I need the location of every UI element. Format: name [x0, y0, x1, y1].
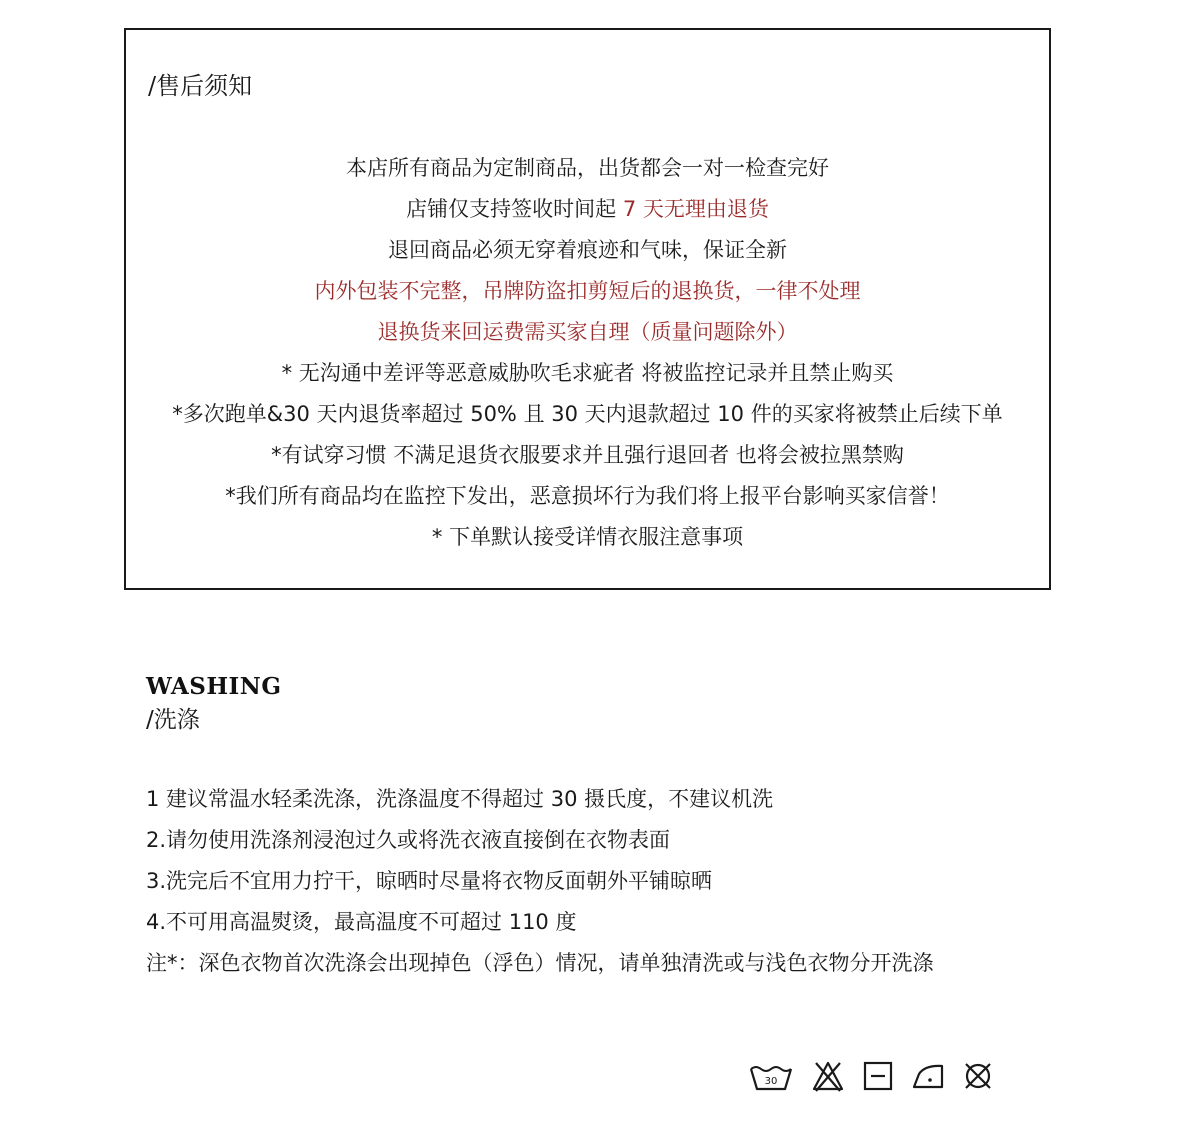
- washing-instruction-item: 1 建议常温水轻柔洗涤，洗涤温度不得超过 30 摄氏度，不建议机洗: [146, 787, 774, 811]
- notice-heading: /售后须知: [148, 72, 253, 100]
- notice-line-return-rate: *多次跑单&30 天内退货率超过 50% 且 30 天内退款超过 10 件的买家将被禁止后续下单: [172, 402, 1003, 426]
- notice-line-custom-goods: 本店所有商品为定制商品，出货都会一对一检查完好: [346, 156, 829, 180]
- washing-instruction-item: 2.请勿使用洗涤剂浸泡过久或将洗衣液直接倒在衣物表面: [146, 828, 671, 852]
- notice-line-packaging-warning: 内外包装不完整，吊牌防盗扣剪短后的退换货，一律不处理: [314, 279, 861, 303]
- notice-line-return-period: [126, 189, 1049, 230]
- do-not-bleach-icon: [811, 1059, 845, 1093]
- notice-line-return-period-highlight: 7 天无理由退货: [622, 197, 769, 221]
- notice-line-default-acceptance: * 下单默认接受详情衣服注意事项: [431, 525, 744, 549]
- after-sales-notice-box: [124, 28, 1051, 590]
- wash-temp-label: 30: [764, 1076, 778, 1087]
- washing-subtitle: /洗涤: [146, 707, 200, 733]
- washing-instructions-list: [146, 779, 934, 984]
- notice-line-condition: 退回商品必须无穿着痕迹和气味，保证全新: [388, 238, 787, 262]
- washing-instruction-item: 4.不可用高温熨烫，最高温度不可超过 110 度: [146, 910, 577, 934]
- dry-flat-icon: [862, 1060, 894, 1092]
- wash-30-icon: [748, 1059, 794, 1093]
- iron-low-icon: [911, 1060, 945, 1092]
- washing-title: WASHING: [146, 673, 282, 700]
- washing-instruction-note: 注*：深色衣物首次洗涤会出现掉色（浮色）情况，请单独清洗或与浅色衣物分开洗涤: [146, 951, 934, 975]
- care-icons-row: [748, 1056, 994, 1096]
- notice-line-shipping-fee: 退换货来回运费需买家自理（质量问题除外）: [377, 320, 798, 344]
- notice-line-monitoring: *我们所有商品均在监控下发出，恶意损坏行为我们将上报平台影响买家信誉！: [225, 484, 950, 508]
- notice-lines: [126, 148, 1049, 558]
- notice-line-return-period-prefix: 店铺仅支持签收时间起: [406, 197, 617, 221]
- notice-line-malicious-reviews: * 无沟通中差评等恶意威胁吹毛求疵者 将被监控记录并且禁止购买: [281, 361, 894, 385]
- notice-line-try-on: *有试穿习惯 不满足退货衣服要求并且强行退回者 也将会被拉黑禁购: [271, 443, 904, 467]
- washing-instruction-item: 3.洗完后不宜用力拧干，晾晒时尽量将衣物反面朝外平铺晾晒: [146, 869, 713, 893]
- do-not-tumble-dry-icon: [962, 1060, 994, 1092]
